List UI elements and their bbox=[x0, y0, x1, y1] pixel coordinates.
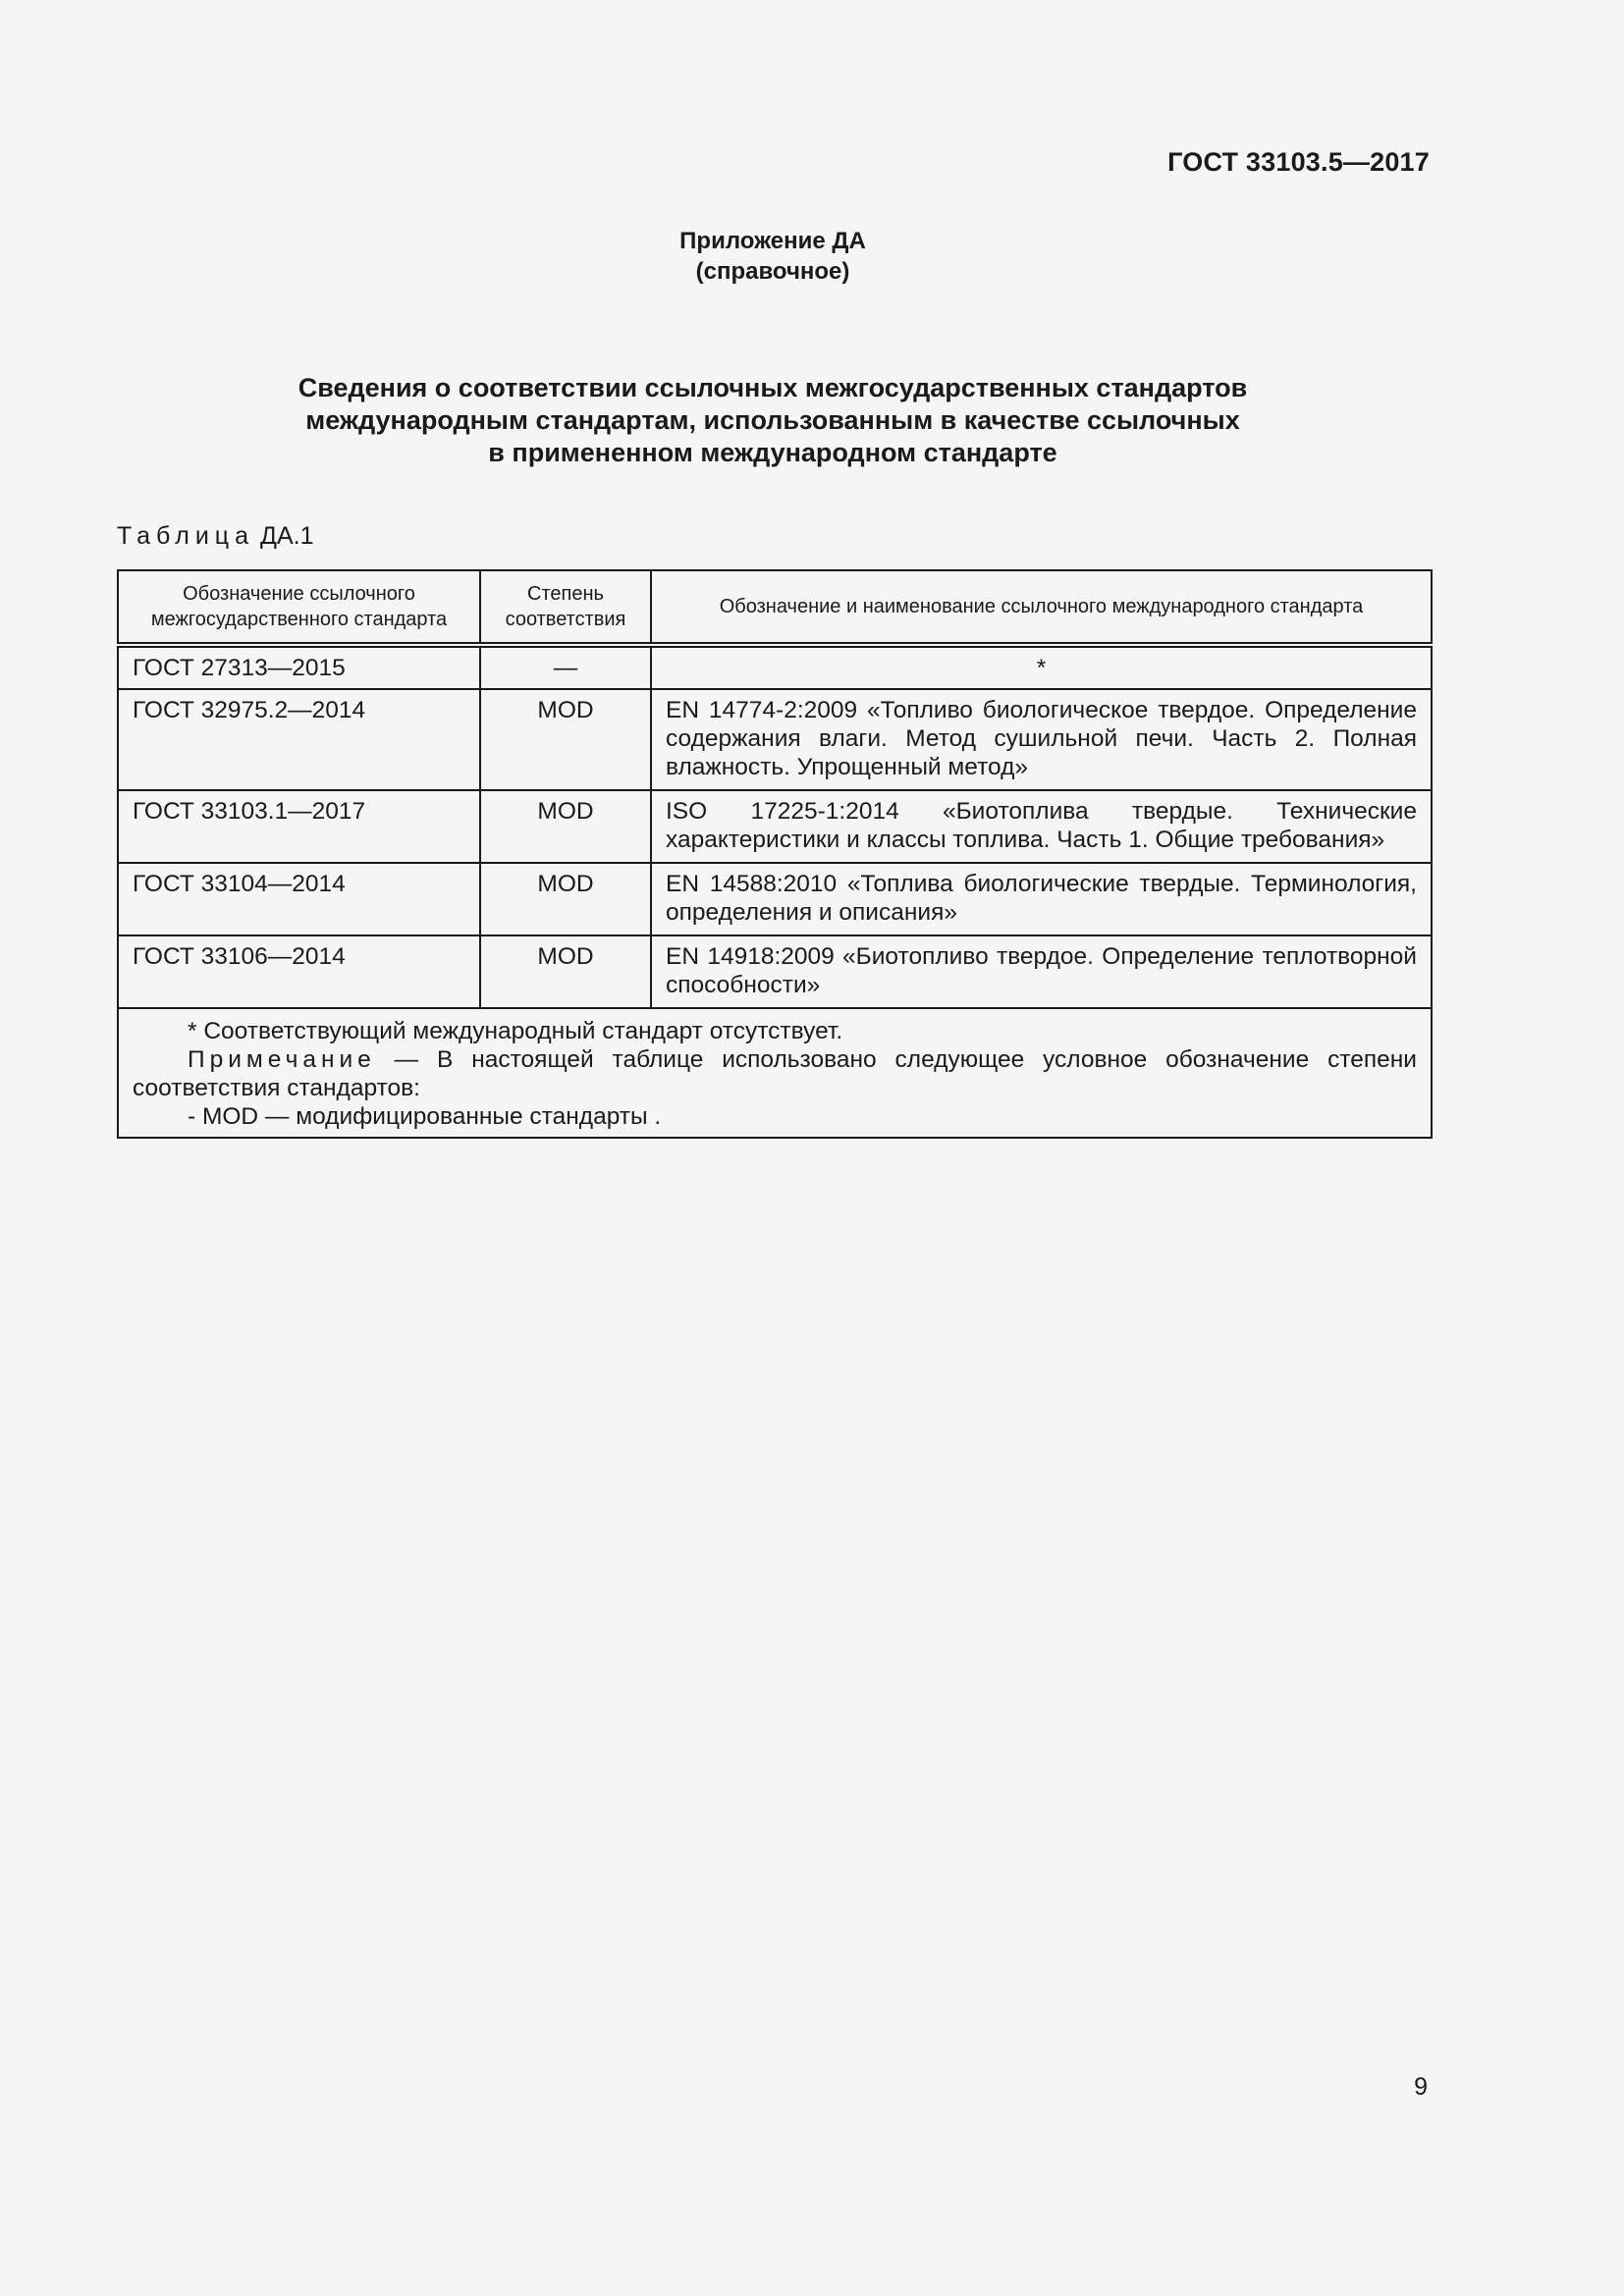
section-title-line-3: в примененном международном стандарте bbox=[488, 438, 1057, 467]
header-gost-designation: Обозначение ссылочного межгосударственного стандарта bbox=[118, 570, 480, 645]
cell-gost: ГОСТ 33104—2014 bbox=[118, 863, 480, 935]
table-footer-row bbox=[118, 1008, 1432, 1138]
correspondence-table bbox=[117, 569, 1433, 1139]
note-label: Примечание bbox=[188, 1046, 376, 1073]
footnote-asterisk: * Соответствующий международный стандарт отсутствует. bbox=[188, 1018, 843, 1044]
cell-intl: EN 14774-2:2009 «Топливо биологическое твердое. Определение содержания влаги. Метод сушильной печи. Часть 2. Полная влажность. Упрощенный метод» bbox=[651, 689, 1432, 790]
cell-gost: ГОСТ 32975.2—2014 bbox=[118, 689, 480, 790]
header-degree: Степень соответствия bbox=[480, 570, 651, 645]
table-row bbox=[118, 863, 1432, 935]
table-note bbox=[133, 1045, 1417, 1102]
table-caption-word: Таблица bbox=[117, 522, 255, 550]
cell-degree: MOD bbox=[480, 863, 651, 935]
table-caption-number: ДА.1 bbox=[260, 522, 314, 550]
appendix-subtitle: (справочное) bbox=[695, 258, 850, 285]
table-header-row bbox=[118, 570, 1432, 645]
note-item-mod: - MOD — модифицированные стандарты . bbox=[188, 1103, 662, 1130]
cell-intl: ISO 17225-1:2014 «Биотоплива твердые. Технические характеристики и классы топлива. Часть 1. Общие требования» bbox=[651, 790, 1432, 863]
section-title-line-2: международным стандартам, использованным в качестве ссылочных bbox=[305, 405, 1240, 435]
cell-intl: * bbox=[651, 645, 1432, 689]
table-caption bbox=[117, 522, 314, 551]
section-title-line-1: Сведения о соответствии ссылочных межгосударственных стандартов bbox=[298, 373, 1248, 402]
cell-degree: — bbox=[480, 645, 651, 689]
page-number: 9 bbox=[1414, 2073, 1428, 2101]
cell-intl: EN 14588:2010 «Топлива биологические твердые. Терминология, определения и описания» bbox=[651, 863, 1432, 935]
appendix-title: Приложение ДА bbox=[679, 228, 866, 254]
cell-gost: ГОСТ 27313—2015 bbox=[118, 645, 480, 689]
cell-intl: EN 14918:2009 «Биотопливо твердое. Определение теплотворной способности» bbox=[651, 935, 1432, 1008]
section-title bbox=[0, 372, 1545, 469]
cell-gost: ГОСТ 33103.1—2017 bbox=[118, 790, 480, 863]
table-row bbox=[118, 790, 1432, 863]
cell-degree: MOD bbox=[480, 935, 651, 1008]
cell-degree: MOD bbox=[480, 689, 651, 790]
table-row bbox=[118, 689, 1432, 790]
document-code: ГОСТ 33103.5—2017 bbox=[1167, 147, 1430, 177]
note-text: — В настоящей таблице использовано следующее условное обозначение степени соответствия стандартов: bbox=[133, 1046, 1417, 1101]
table-row bbox=[118, 645, 1432, 689]
cell-gost: ГОСТ 33106—2014 bbox=[118, 935, 480, 1008]
table-row bbox=[118, 935, 1432, 1008]
header-intl-standard: Обозначение и наименование ссылочного международного стандарта bbox=[651, 570, 1432, 645]
appendix-heading bbox=[0, 226, 1545, 287]
cell-degree: MOD bbox=[480, 790, 651, 863]
table-footnotes bbox=[118, 1008, 1432, 1138]
